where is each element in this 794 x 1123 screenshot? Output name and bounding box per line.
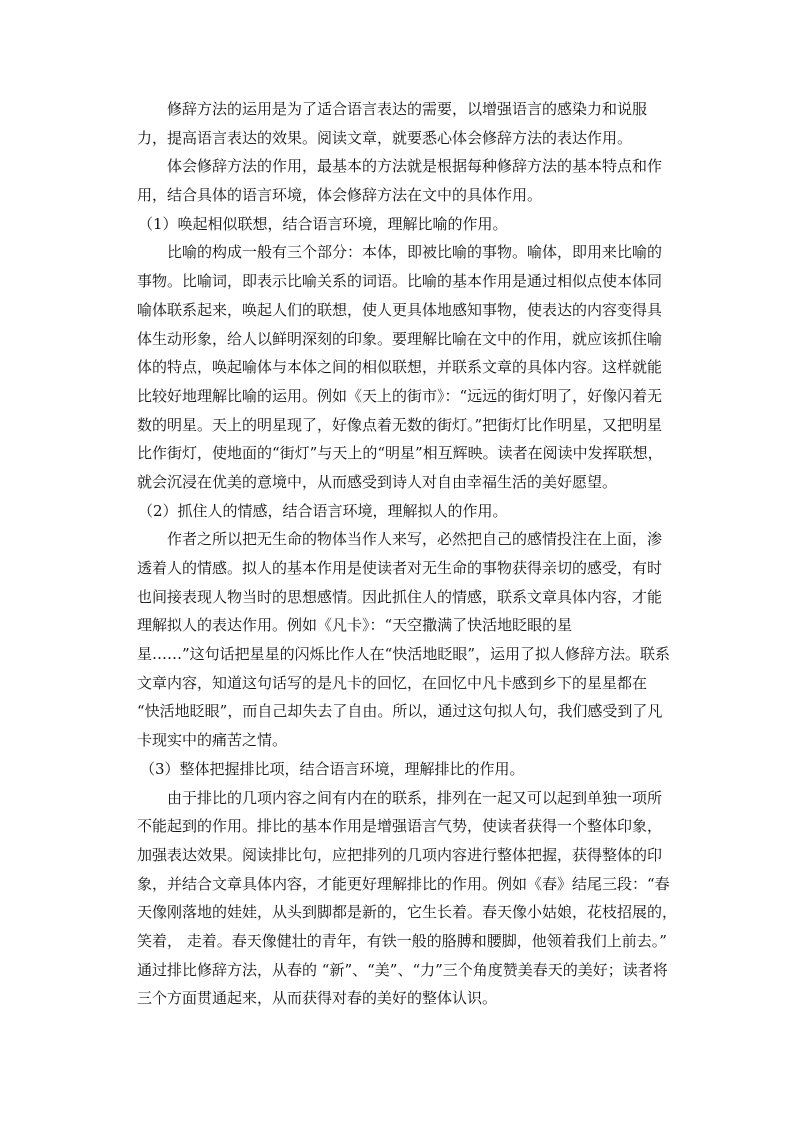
- text-line: 透着人的情感。拟人的基本作用是使读者对无生命的事物获得亲切的感受，有时: [137, 559, 663, 577]
- text-line: 体的特点，唤起喻体与本体之间的相似联想，并联系文章的具体内容。这样就能: [137, 358, 663, 377]
- text-line: 用，结合具体的语言环境，体会修辞方法在文中的具体作用。: [137, 186, 543, 205]
- text-line: 三个方面贯通起来，从而获得对春的美好的整体认识。: [137, 989, 498, 1008]
- text-line: 星……”这句话把星星的闪烁比作人在“快活地眨眼”，运用了拟人修辞方法。联系: [137, 645, 671, 664]
- section-heading-3: （3）整体把握排比项，结合语言环境，理解排比的作用。: [140, 759, 525, 778]
- text-line: 天像刚落地的娃娃，从头到脚都是新的，它生长着。春天像小姑娘，花枝招展的，: [137, 903, 678, 922]
- text-line: 修辞方法的运用是为了适合语言表达的需要，以增强语言的感染力和说服: [167, 100, 648, 118]
- text-line: 文章内容，知道这句话写的是凡卡的回忆，在回忆中凡卡感到乡下的星星都在: [137, 673, 648, 692]
- text-line: 作者之所以把无生命的物体当作人来写，必然把自己的感情投注在上面，渗: [167, 530, 663, 549]
- text-line: 体生动形象，给人以鲜明深刻的印象。要理解比喻在文中的作用，就应该抓住喻: [137, 329, 663, 348]
- text-line: 不能起到的作用。排比的基本作用是增强语言气势，使读者获得一个整体印象，: [137, 817, 663, 836]
- text-line: 理解拟人的表达作用。例如《凡卡》：“天空撒满了快活地眨眼的星: [137, 616, 573, 635]
- text-line: 就会沉浸在优美的意境中，从而感受到诗人对自由幸福生活的美好愿望。: [137, 472, 618, 491]
- text-line: “快活地眨眼”，而自己却失去了自由。所以，通过这句拟人句，我们感受到了凡: [137, 702, 663, 721]
- text-line: 体会修辞方法的作用，最基本的方法就是根据每种修辞方法的基本特点和作: [167, 157, 663, 176]
- text-line: 力，提高语言表达的效果。阅读文章，就要悉心体会修辞方法的表达作用。: [137, 128, 633, 147]
- section-heading-1: （1）唤起相似联想，结合语言环境，理解比喻的作用。: [138, 214, 508, 233]
- text-line: 由于排比的几项内容之间有内在的联系，排列在一起又可以起到单独一项所: [167, 788, 663, 807]
- section-heading-2: （2）抓住人的情感，结合语言环境，理解拟人的作用。: [138, 501, 508, 520]
- text-line: 比较好地理解比喻的运用。例如《天上的街市》：“远远的街灯明了，好像闪着无: [137, 386, 663, 405]
- text-line: 喻体联系起来，唤起人们的联想，使人更具体地感知事物，使表达的内容变得具: [137, 300, 663, 319]
- text-line: 比作街灯，使地面的“街灯”与天上的“明星”相互辉映。读者在阅读中发挥联想，: [137, 444, 663, 463]
- text-line: 笑着， 走着。春天像健壮的青年，有铁一般的胳膊和腰脚，他领着我们上前去。”: [137, 931, 667, 950]
- text-line: 也间接表现人物当时的思想感情。因此抓住人的情感，联系文章具体内容，才能: [137, 587, 663, 606]
- text-line: 象，并结合文章具体内容，才能更好理解排比的作用。例如《春》结尾三段：“春: [137, 874, 670, 893]
- text-line: 卡现实中的痛苦之情。: [137, 731, 288, 750]
- text-line: 事物。比喻词，即表示比喻关系的词语。比喻的基本作用是通过相似点使本体同: [137, 272, 663, 291]
- text-line: 加强表达效果。阅读排比句，应把排列的几项内容进行整体把握，获得整体的印: [137, 845, 663, 864]
- text-line: 比喻的构成一般有三个部分：本体，即被比喻的事物。喻体，即用来比喻的: [167, 243, 663, 262]
- text-line: 数的明星。天上的明星现了，好像点着无数的街灯。”把街灯比作明星，又把明星: [137, 415, 663, 434]
- document-body: [137, 95, 678, 1013]
- text-line: 通过排比修辞方法，从春的 “新”、“美”、“力”三个角度赞美春天的美好；读者将: [137, 960, 668, 979]
